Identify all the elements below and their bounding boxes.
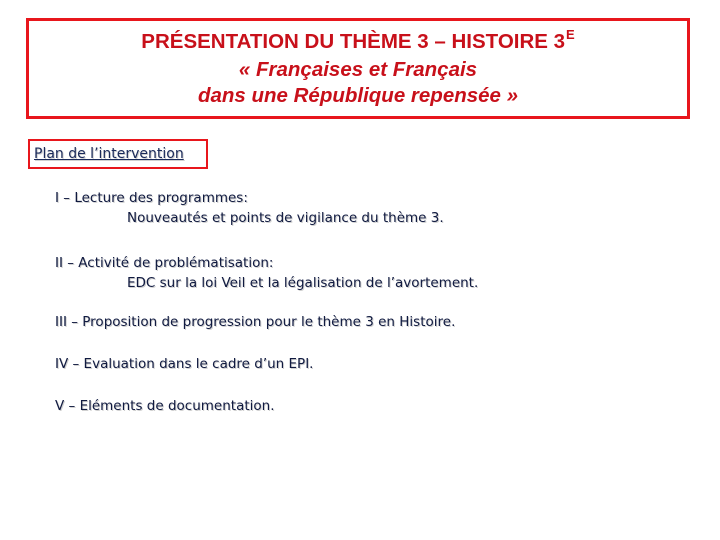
plan-item-label: III – Proposition de progression pour le thème 3 en Histoire. (55, 314, 456, 330)
title-line-2: « Françaises et Français (238, 57, 478, 81)
plan-heading-box (28, 139, 208, 169)
plan-item-4 (55, 356, 313, 372)
plan-item-sub: EDC sur la loi Veil et la légalisation de l’avortement. (127, 275, 479, 291)
title-line-1 (141, 26, 575, 57)
title-box (26, 18, 690, 119)
title-line-3: dans une République repensée » (197, 83, 519, 107)
plan-item-label: IV – Evaluation dans le cadre d’un EPI. (55, 356, 314, 372)
plan-item-5 (55, 398, 275, 414)
plan-item-label: V – Eléments de documentation. (55, 398, 275, 414)
title-main: PRÉSENTATION DU THÈME 3 – HISTOIRE 3 (141, 29, 566, 53)
plan-item-sub: Nouveautés et points de vigilance du thème 3. (127, 210, 444, 226)
plan-item-3 (55, 314, 455, 330)
plan-item-1 (55, 190, 444, 226)
plan-item-2 (55, 255, 479, 291)
plan-item-label: I – Lecture des programmes: (55, 190, 248, 206)
title-superscript: E (566, 26, 575, 42)
plan-heading: Plan de l’intervention (34, 146, 184, 162)
plan-item-label: II – Activité de problématisation: (55, 255, 274, 271)
